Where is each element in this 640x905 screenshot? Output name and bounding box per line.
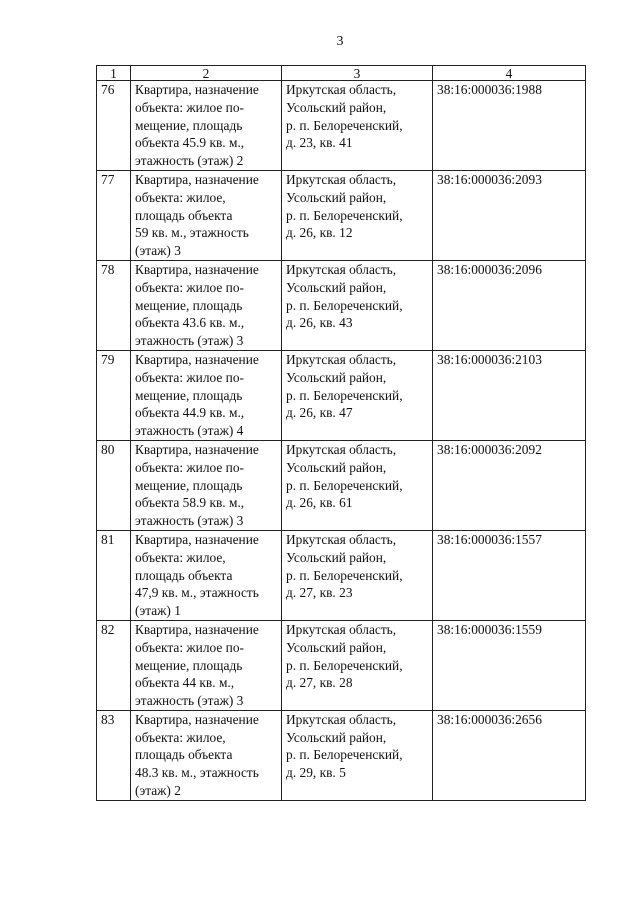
row-number: 77 (97, 170, 131, 260)
object-address (282, 350, 433, 440)
cadastral-number: 38:16:000036:2093 (433, 170, 586, 260)
description-text: Квартира, назначение объекта: жилое, площадь объекта 48.3 кв. м., этажность (этаж) 2 (135, 711, 259, 799)
object-address (282, 710, 433, 800)
table-row (97, 81, 586, 171)
cadastral-number: 38:16:000036:1557 (433, 530, 586, 620)
cadastral-number: 38:16:000036:1988 (433, 81, 586, 171)
property-table (96, 65, 586, 801)
column-header: 4 (433, 66, 586, 81)
object-description (131, 530, 282, 620)
description-text: Квартира, назначение объекта: жилое по- мещение, площадь объекта 58.9 кв. м., этажность (этаж) 3 (135, 441, 259, 529)
address-text: Иркутская область, Усольский район, р. п. Белореченский, д. 29, кв. 5 (286, 711, 403, 781)
cadastral-number: 38:16:000036:2092 (433, 440, 586, 530)
cadastral-number: 38:16:000036:2656 (433, 710, 586, 800)
address-text: Иркутская область, Усольский район, р. п. Белореченский, д. 26, кв. 47 (286, 351, 403, 421)
address-text: Иркутская область, Усольский район, р. п. Белореченский, д. 26, кв. 12 (286, 171, 403, 241)
table-row (97, 620, 586, 710)
address-text: Иркутская область, Усольский район, р. п. Белореченский, д. 26, кв. 61 (286, 441, 403, 511)
row-number: 83 (97, 710, 131, 800)
table-row (97, 350, 586, 440)
row-number: 81 (97, 530, 131, 620)
description-text: Квартира, назначение объекта: жилое по- мещение, площадь объекта 44 кв. м., этажность (этаж) 3 (135, 621, 259, 709)
object-description (131, 440, 282, 530)
table-row (97, 440, 586, 530)
object-description (131, 620, 282, 710)
object-description (131, 710, 282, 800)
description-text: Квартира, назначение объекта: жилое по- мещение, площадь объекта 45.9 кв. м., этажность (этаж) 2 (135, 82, 259, 169)
address-text: Иркутская область, Усольский район, р. п. Белореченский, д. 26, кв. 43 (286, 261, 403, 331)
table-row (97, 170, 586, 260)
object-address (282, 260, 433, 350)
address-text: Иркутская область, Усольский район, р. п. Белореченский, д. 27, кв. 23 (286, 531, 403, 601)
table-header-row (97, 66, 586, 81)
row-number: 78 (97, 260, 131, 350)
row-number: 76 (97, 81, 131, 171)
object-description (131, 350, 282, 440)
object-address (282, 170, 433, 260)
cadastral-number: 38:16:000036:2103 (433, 350, 586, 440)
column-header: 3 (282, 66, 433, 81)
address-text: Иркутская область, Усольский район, р. п. Белореченский, д. 27, кв. 28 (286, 621, 403, 691)
cadastral-number: 38:16:000036:1559 (433, 620, 586, 710)
object-description (131, 260, 282, 350)
object-address (282, 440, 433, 530)
object-description (131, 170, 282, 260)
description-text: Квартира, назначение объекта: жилое, площадь объекта 47,9 кв. м., этажность (этаж) 1 (135, 531, 259, 619)
row-number: 80 (97, 440, 131, 530)
row-number: 82 (97, 620, 131, 710)
column-header: 2 (131, 66, 282, 81)
column-header: 1 (97, 66, 131, 81)
table-row (97, 260, 586, 350)
description-text: Квартира, назначение объекта: жилое по- мещение, площадь объекта 43.6 кв. м., этажность (этаж) 3 (135, 261, 259, 349)
object-address (282, 530, 433, 620)
address-text: Иркутская область, Усольский район, р. п. Белореченский, д. 23, кв. 41 (286, 82, 403, 151)
row-number: 79 (97, 350, 131, 440)
description-text: Квартира, назначение объекта: жилое по- мещение, площадь объекта 44.9 кв. м., этажность (этаж) 4 (135, 351, 259, 439)
description-text: Квартира, назначение объекта: жилое, площадь объекта 59 кв. м., этажность (этаж) 3 (135, 171, 259, 259)
table-row (97, 710, 586, 800)
object-address (282, 620, 433, 710)
page-number: 3 (336, 34, 344, 49)
cadastral-number: 38:16:000036:2096 (433, 260, 586, 350)
object-address (282, 81, 433, 171)
object-description (131, 81, 282, 171)
table-row (97, 530, 586, 620)
